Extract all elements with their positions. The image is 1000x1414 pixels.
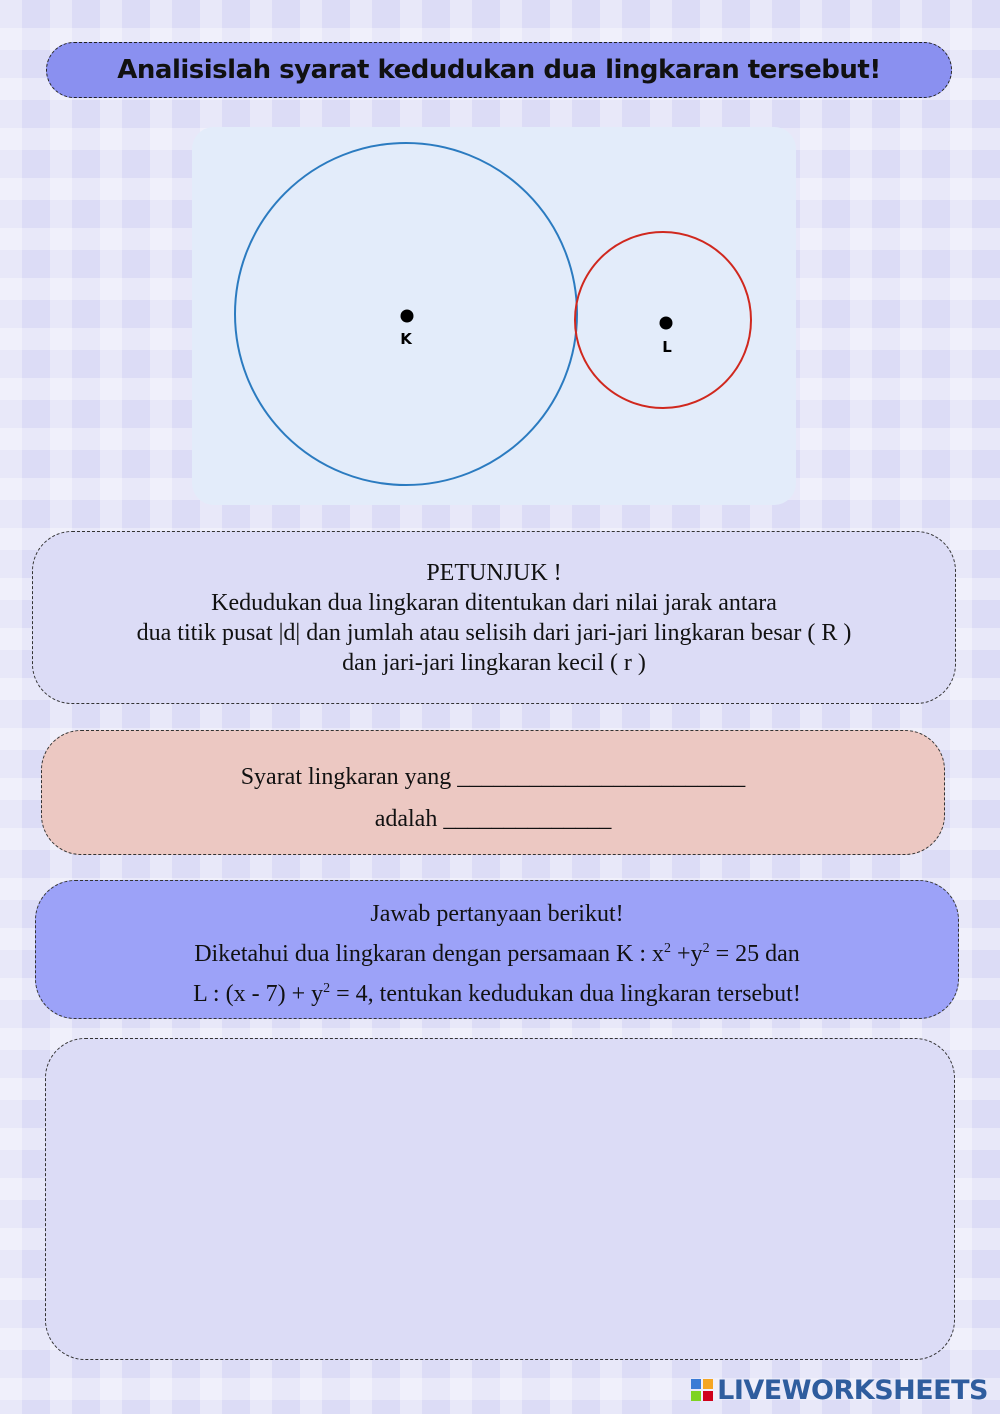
center-k-label: K	[400, 330, 412, 348]
q2-text-b: +y	[671, 941, 703, 967]
circles-diagram	[192, 127, 796, 505]
q2-text-c: = 25 dan	[709, 941, 800, 967]
title-text: Analisislah syarat kedudukan dua lingkaran tersebut!	[117, 55, 881, 85]
q3-sup: 2	[323, 981, 331, 996]
answer-box[interactable]	[45, 1038, 955, 1360]
question-box	[35, 880, 959, 1019]
condition-line-2: adalah ______________	[374, 806, 612, 832]
logo-text: LIVEWORKSHEETS	[717, 1374, 988, 1406]
condition-box	[41, 730, 945, 855]
q2-sup-1: 2	[664, 941, 672, 956]
hint-line-2: dua titik pusat |d| dan jumlah atau selisih dari jari-jari lingkaran besar ( R )	[136, 620, 852, 646]
condition-line-1: Syarat lingkaran yang ________________________	[240, 764, 746, 790]
page-title	[46, 42, 952, 98]
question-line-2	[36, 934, 958, 974]
question-line-3	[36, 974, 958, 1014]
question-heading: Jawab pertanyaan berikut!	[370, 901, 624, 927]
center-l-label: L	[662, 338, 672, 356]
q2-text-a: Diketahui dua lingkaran dengan persamaan K : x	[194, 941, 665, 967]
hint-heading: PETUNJUK !	[426, 560, 562, 586]
liveworksheets-logo	[691, 1373, 988, 1407]
hint-box	[32, 531, 956, 704]
center-l-dot	[660, 317, 673, 330]
q2-sup-2: 2	[702, 941, 710, 956]
logo-mark-icon	[691, 1379, 713, 1401]
hint-line-1: Kedudukan dua lingkaran ditentukan dari nilai jarak antara	[211, 590, 777, 616]
center-k-dot	[401, 310, 414, 323]
q3-text-a: L : (x - 7) + y	[193, 981, 324, 1007]
q3-text-b: = 4, tentukan kedudukan dua lingkaran tersebut!	[330, 981, 801, 1007]
circles-figure	[192, 127, 796, 505]
hint-line-3: dan jari-jari lingkaran kecil ( r )	[342, 650, 646, 676]
